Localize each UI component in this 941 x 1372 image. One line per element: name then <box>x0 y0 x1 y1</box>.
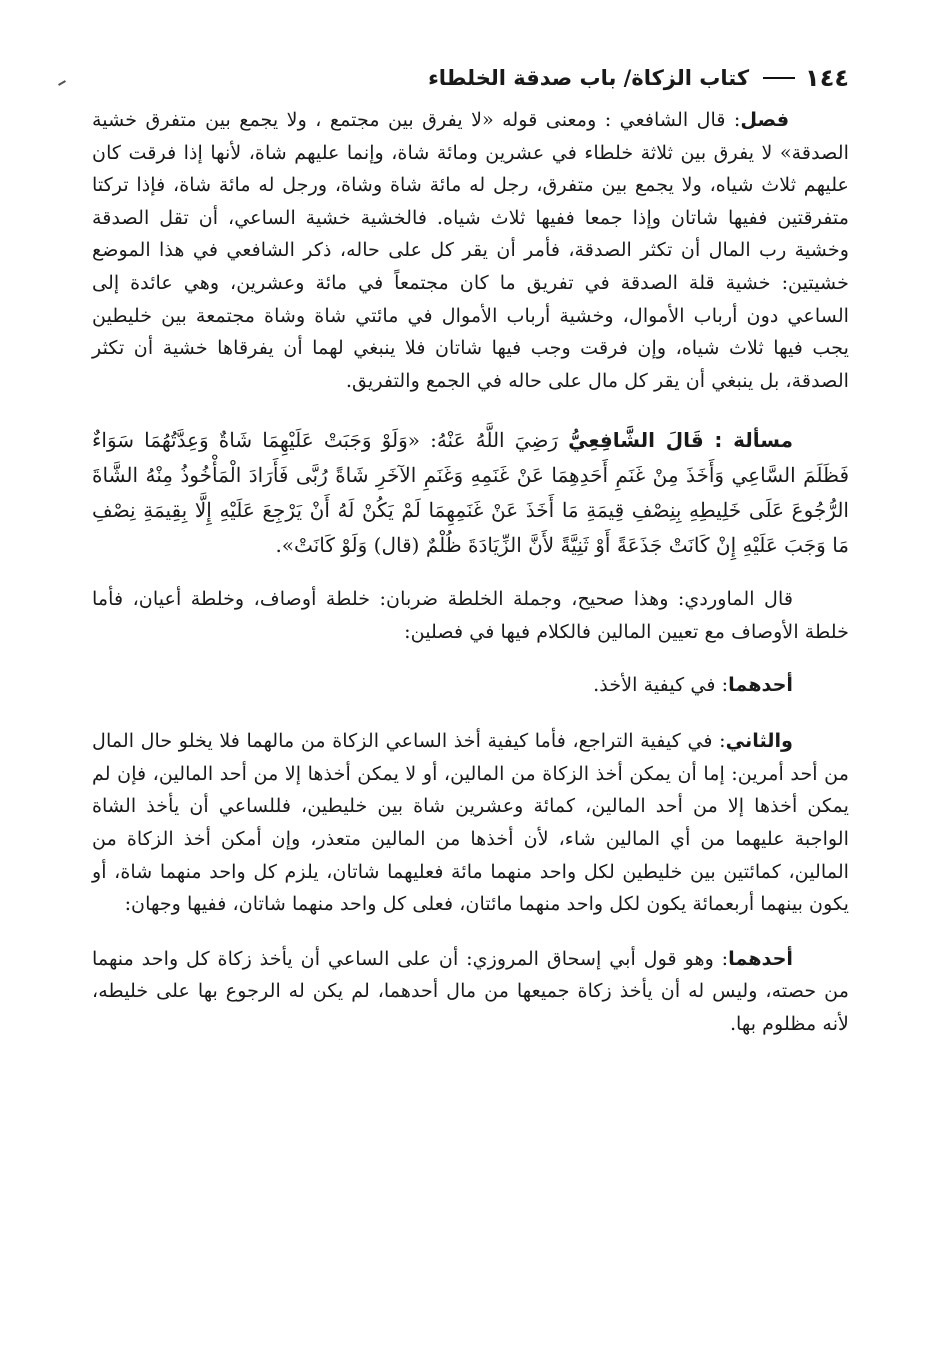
page-number: ١٤٤ <box>805 64 849 92</box>
paragraph-text: رَضِيَ اللَّهُ عَنْهُ: «وَلَوْ وَجَبَتْ عَلَيْهِمَا شَاةٌ وَعِدَّتُهُمَا سَوَاءٌ فَظَلَمَ السَّاعِي وَأَخَذَ مِنْ غَنَمِ أَحَدِهِمَا عَنْ غَنَمِهِ وَغَنَمِ الآخَرِ شَاةً رُبَّى فَأَرَادَ الْمَأْخُوذُ مِنْهُ الشَّاةَ الرُّجُوعَ عَلَى خَلِيطِهِ بِنِصْفِ قِيمَةِ مَا أَخَذَ عَنْ غَنَمِهِمَا لَمْ يَكُنْ لَهُ أَنْ يَرْجِعَ عَلَيْهِ إِلَّا بِقِيمَةِ نِصْفِ مَا وَجَبَ عَلَيْهِ إِنْ كَانَتْ جَذَعَةً أَوْ ثَنِيَّةً لأَنَّ الزِّيَادَةَ ظُلْمٌ (قال) وَلَوْ كَانَتْ». <box>92 428 850 558</box>
paragraph-first-of-two <box>92 669 849 702</box>
paragraph-masala <box>92 423 849 563</box>
paragraph-first-view <box>92 943 849 1041</box>
scan-mark <box>58 80 66 86</box>
paragraph-text: : وهو قول أبي إسحاق المروزي: أن على الساعي أن يأخذ زكاة كل واحد منهما من حصته، وليس له أن يأخذ زكاة جميعها من مال أحدهما، لم يكن له الرجوع بها على خليطه، لأنه مظلوم بها. <box>92 946 849 1035</box>
paragraph-lead: أحدهما <box>728 946 793 970</box>
paragraph-text: : قال الشافعي : ومعنى قوله «لا يفرق بين مجتمع ، ولا يجمع بين متفرق خشية الصدقة» لا يفرق بين ثلاثة خلطاء في عشرين ومائة شاة، وإنما عليهم شاة، لأنها إذا فرقت كان عليهم ثلاث شياه، ولا يجمع بين متفرق، رجل له مائة شاة وشاة، ورجل له مائة شاة، فإذا تركتا متفرقتين ففيها شاتان وإذا جمعا ففيها ثلاث شياه. فالخشية خشية الساعي، أن تقل الصدقة وخشية رب المال أن تكثر الصدقة، فأمر أن يقر كل على حاله، ذكر الشافعي في هذا الموضع خشيتين: خشية قلة الصدقة في تفريق ما كان مجتمعاً في مائة وعشرين، وهي عائدة إلى الساعي دون أرباب الأموال، وخشية أرباب الأموال في مائتي شاة وشاة مجتمعة بين خليطين يجب فيها ثلاث شياه، وإن فرقت وجب فيها شاتان فلا ينبغي لهما أن يفرقاها خشية أن تكثر الصدقة، بل ينبغي أن يقر كل مال على حاله في الجمع والتفريق. <box>92 108 849 392</box>
running-title: كتاب الزكاة/ باب صدقة الخلطاء <box>428 66 750 90</box>
header-rule <box>763 77 795 79</box>
paragraph-mawardi <box>92 583 849 648</box>
paragraph-text: قال الماوردي: وهذا صحيح، وجملة الخلطة ضربان: خلطة أوصاف، وخلطة أعيان، فأما خلطة الأوصاف مع تعيين المالين فالكلام فيها في فصلين: <box>92 587 849 643</box>
body-text <box>92 104 849 1040</box>
paragraph-fasl <box>92 104 849 397</box>
paragraph-second <box>92 725 849 921</box>
paragraph-lead: أحدهما <box>728 672 793 696</box>
paragraph-lead: فصل <box>740 108 790 131</box>
paragraph-text: : في كيفية التراجع، فأما كيفية أخذ الساعي الزكاة من مالهما فلا يخلو حال المال من أحد أمرين: إما أن يمكن أخذ الزكاة من المالين، أو لا يمكن أخذها إلا من أحد المالين، فإن لم يمكن أخذها إلا من أحد المالين، كمائة وعشرين شاة بين خليطين، فللساعي أن يأخذ الشاة الواجبة عليهما من أي المالين شاء، لأن أخذها من المالين متعذر، وإن أمكن أخذ الزكاة من المالين، كمائتين بين خليطين لكل واحد منهما مائة فعليهما شاتان، يلزم كل واحد منهما شاة، أو يكون بينهما أربعمائة يكون لكل واحد منهما مائتان، فعلى كل واحد منهما شاتان، ففيها وجهان: <box>92 729 849 916</box>
page-header <box>70 56 849 100</box>
paragraph-lead: والثاني <box>725 729 793 753</box>
paragraph-text: : في كيفية الأخذ. <box>593 672 729 696</box>
paragraph-lead: مسألة : قَالَ الشَّافِعِيُّ <box>568 428 793 453</box>
